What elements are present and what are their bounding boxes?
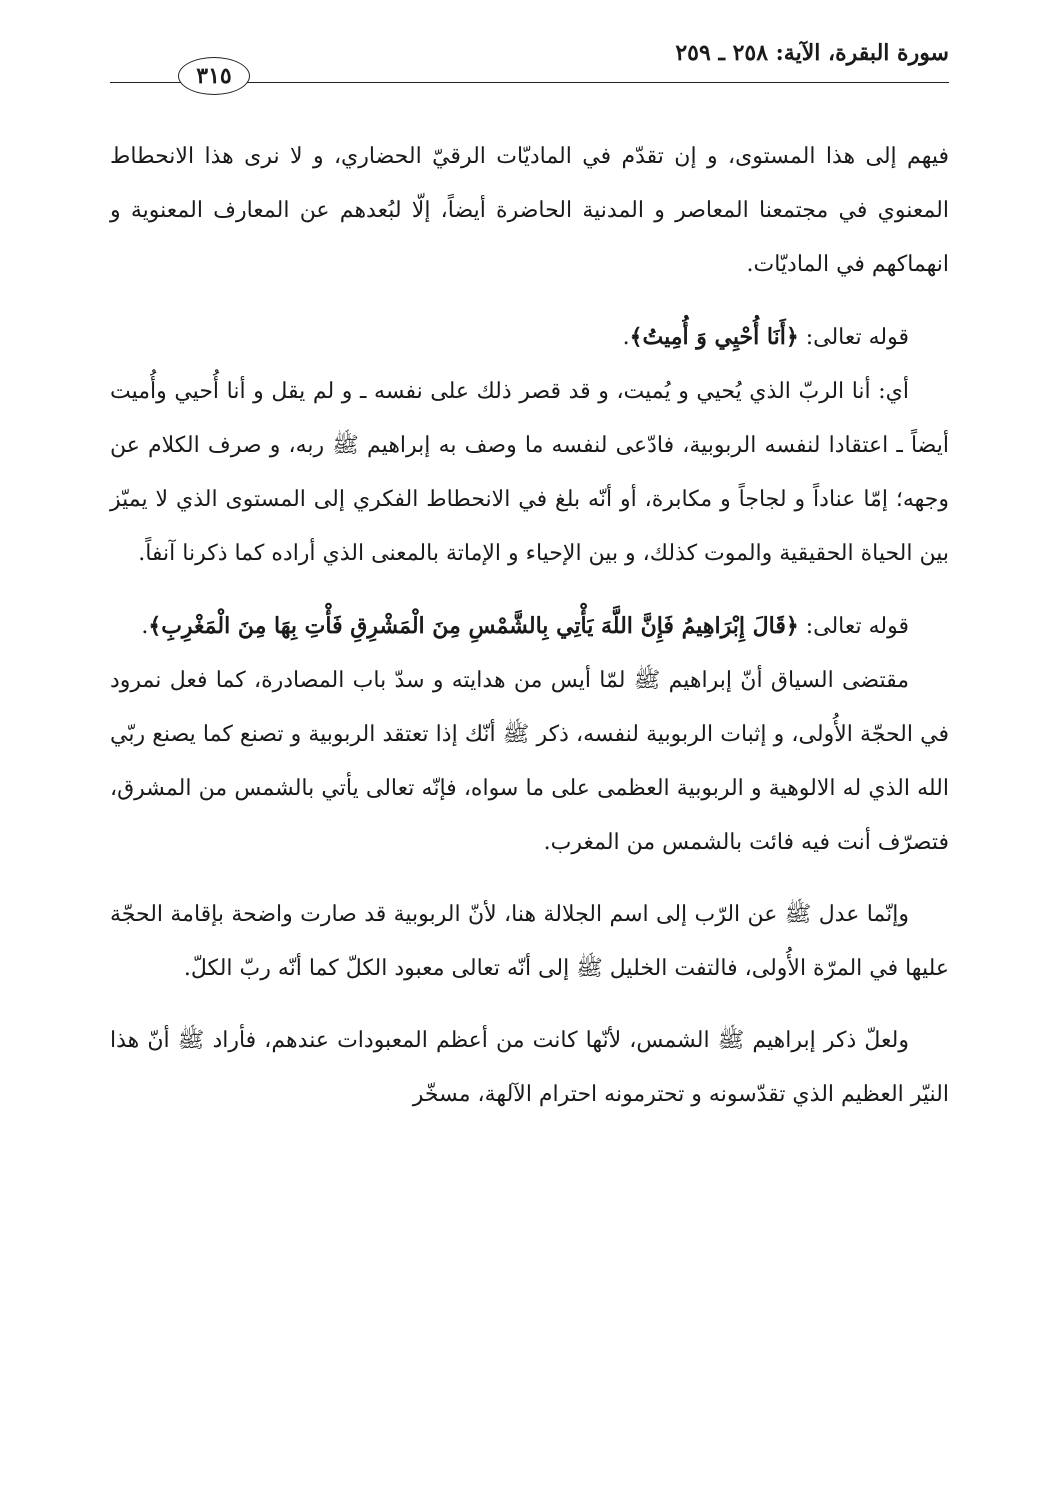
quran-verse: ﴿أَنَا أُحْيِي وَ أُمِيتُ﴾	[629, 324, 799, 350]
verse-suffix: .	[141, 614, 149, 639]
paragraph: ولعلّ ذكر إبراهيم ﷺ الشمس، لأنّها كانت من أعظم المعبودات عندهم، فأراد ﷺ أنّ هذا النيّر العظيم الذي تقدّسونه و تحترمونه احترام الآلهة، مسخّر	[110, 1028, 949, 1107]
running-title: سورة البقرة، الآية: ٢٥٨ ـ ٢٥٩	[675, 40, 949, 66]
verse-prefix: قوله تعالى:	[798, 325, 909, 350]
page-number: ٣١٥	[178, 57, 250, 95]
verse-suffix: .	[622, 325, 630, 350]
verse-heading	[110, 599, 949, 654]
verse-prefix: قوله تعالى:	[798, 614, 909, 639]
paragraph: مقتضى السياق أنّ إبراهيم ﷺ لمّا أيس من هدايته و سدّ باب المصادرة، كما فعل نمرود في الحجّة الأُولى، و إثبات الربوبية لنفسه، ذكر ﷺ أنّك إذا تعتقد الربوبية و تصنع كما يصنع ربّي الله الذي له الالوهية و الربوبية العظمى على ما سواه، فإنّه تعالى يأتي بالشمس من المشرق، فتصرّف أنت فيه فائت بالشمس من المغرب.	[110, 668, 949, 855]
paragraph: وإنّما عدل ﷺ عن الرّب إلى اسم الجلالة هنا، لأنّ الربوبية قد صارت واضحة بإقامة الحجّة عليها في المرّة الأُولى، فالتفت الخليل ﷺ إلى أنّه تعالى معبود الكلّ كما أنّه ربّ الكلّ.	[110, 902, 949, 981]
body-text	[110, 130, 949, 1122]
paragraph: فيهم إلى هذا المستوى، و إن تقدّم في الماديّات الرقيّ الحضاري، و لا نرى هذا الانحطاط المعنوي في مجتمعنا المعاصر و المدنية الحاضرة أيضاً، إلّا لبُعدهم عن المعارف المعنوية و انهماكهم في الماديّات.	[110, 144, 949, 277]
quran-verse: ﴿قَالَ إِبْرَاهِيمُ فَإِنَّ اللَّهَ يَأْتِي بِالشَّمْسِ مِنَ الْمَشْرِقِ فَأْتِ بِهَا مِنَ الْمَغْرِبِ﴾	[148, 613, 799, 639]
paragraph: أي: أنا الربّ الذي يُحيي و يُميت، و قد قصر ذلك على نفسه ـ و لم يقل و أنا أُحيي وأُميت أيضاً ـ اعتقادا لنفسه الربوبية، فادّعى لنفسه ما وصف به إبراهيم ﷺ ربه، و صرف الكلام عن وجهه؛ إمّا عناداً و لجاجاً و مكابرة، أو أنّه بلغ في الانحطاط الفكري إلى المستوى الذي لا يميّز بين الحياة الحقيقية والموت كذلك، و بين الإحياء و الإماتة بالمعنى الذي أراده كما ذكرنا آنفاً.	[110, 379, 949, 566]
verse-heading	[110, 310, 949, 365]
